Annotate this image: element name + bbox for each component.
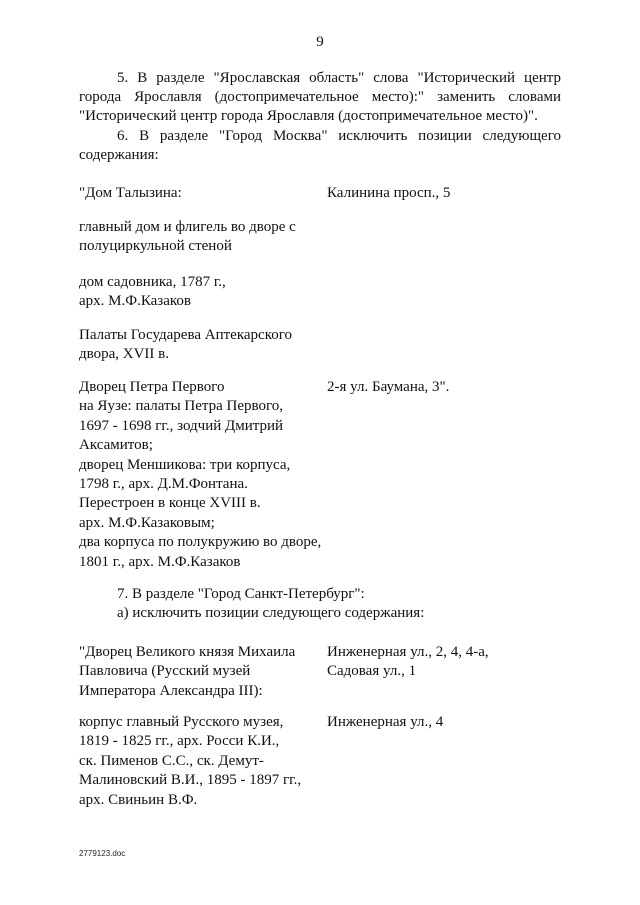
section-7-heading bbox=[79, 585, 561, 623]
entry-address-line: Садовая ул., 1 bbox=[327, 663, 417, 680]
entry-line: 1819 - 1825 гг., арх. Росси К.И., bbox=[79, 733, 280, 750]
entry-line: дом садовника, 1787 г., bbox=[79, 274, 226, 290]
entry-line: 1798 г., арх. Д.М.Фонтана. bbox=[79, 475, 248, 492]
entry-address-line: Калинина просп., 5 bbox=[327, 185, 451, 201]
entry-address-line: Инженерная ул., 4 bbox=[327, 714, 444, 730]
entry-line: главный дом и флигель во дворе с bbox=[79, 219, 296, 235]
moscow-entry-3-name bbox=[79, 273, 329, 312]
section-5-line: 5. В разделе "Ярославская область" слова "Исторический центр bbox=[117, 70, 561, 86]
entry-line: Дворец Петра Первого bbox=[79, 379, 225, 395]
entry-line: дворец Меншикова: три корпуса, bbox=[79, 456, 291, 473]
document-filename: 2779123.doc bbox=[79, 849, 126, 858]
spb-entry-2-name bbox=[79, 713, 329, 810]
entry-line: Императора Александра III): bbox=[79, 682, 263, 699]
entry-line: "Дворец Великого князя Михаила bbox=[79, 644, 296, 660]
page-number: 9 bbox=[316, 34, 324, 50]
entry-line: арх. Свиньин В.Ф. bbox=[79, 791, 198, 808]
spb-entry-2-address bbox=[327, 713, 567, 732]
entry-line: арх. М.Ф.Казаков bbox=[79, 293, 192, 310]
entry-line: двора, XVII в. bbox=[79, 346, 170, 363]
entry-line: "Дом Талызина: bbox=[79, 185, 182, 201]
entry-line: Палаты Государева Аптекарского bbox=[79, 327, 292, 343]
entry-line: корпус главный Русского музея, bbox=[79, 714, 284, 730]
entry-line: Павловича (Русский музей bbox=[79, 663, 251, 680]
section-5-line: "Исторический центр города Ярославля (достопримечательное место)". bbox=[79, 108, 538, 124]
entry-address-line: Инженерная ул., 2, 4, 4-а, bbox=[327, 644, 489, 660]
entry-line: Аксамитов; bbox=[79, 437, 153, 454]
moscow-entry-2-name bbox=[79, 218, 329, 257]
entry-address-line: 2-я ул. Баумана, 3". bbox=[327, 379, 450, 395]
section-7-heading-line: 7. В разделе "Город Санкт-Петербург": bbox=[117, 586, 365, 602]
entry-line: ск. Пименов С.С., ск. Демут- bbox=[79, 752, 264, 769]
entry-line: на Яузе: палаты Петра Первого, bbox=[79, 398, 284, 415]
section-6-line: 6. В разделе "Город Москва" исключить позиции следующего bbox=[117, 128, 561, 144]
entry-line: два корпуса по полукружию во дворе, bbox=[79, 534, 322, 551]
moscow-entry-4-name bbox=[79, 326, 329, 365]
moscow-entry-5-address bbox=[327, 378, 567, 397]
moscow-entry-5-name bbox=[79, 378, 329, 572]
spb-entry-1-name bbox=[79, 643, 329, 701]
entry-line: Перестроен в конце XVIII в. bbox=[79, 495, 261, 512]
entry-line: 1697 - 1698 гг., зодчий Дмитрий bbox=[79, 417, 284, 434]
entry-line: Малиновский В.И., 1895 - 1897 гг., bbox=[79, 772, 302, 789]
section-7-subheading-line: а) исключить позиции следующего содержания: bbox=[117, 605, 425, 621]
moscow-entry-1-name bbox=[79, 184, 329, 203]
spb-entry-1-address bbox=[327, 643, 567, 682]
section-6-paragraph bbox=[79, 127, 561, 165]
section-5-paragraph bbox=[79, 69, 561, 126]
section-5-line: города Ярославля (достопримечательное место):" заменить словами bbox=[79, 89, 561, 105]
entry-line: полуциркульной стеной bbox=[79, 238, 232, 255]
section-6-line: содержания: bbox=[79, 147, 159, 163]
entry-line: арх. М.Ф.Казаковым; bbox=[79, 514, 215, 531]
moscow-entry-1-address bbox=[327, 184, 567, 203]
entry-line: 1801 г., арх. М.Ф.Казаков bbox=[79, 553, 241, 570]
